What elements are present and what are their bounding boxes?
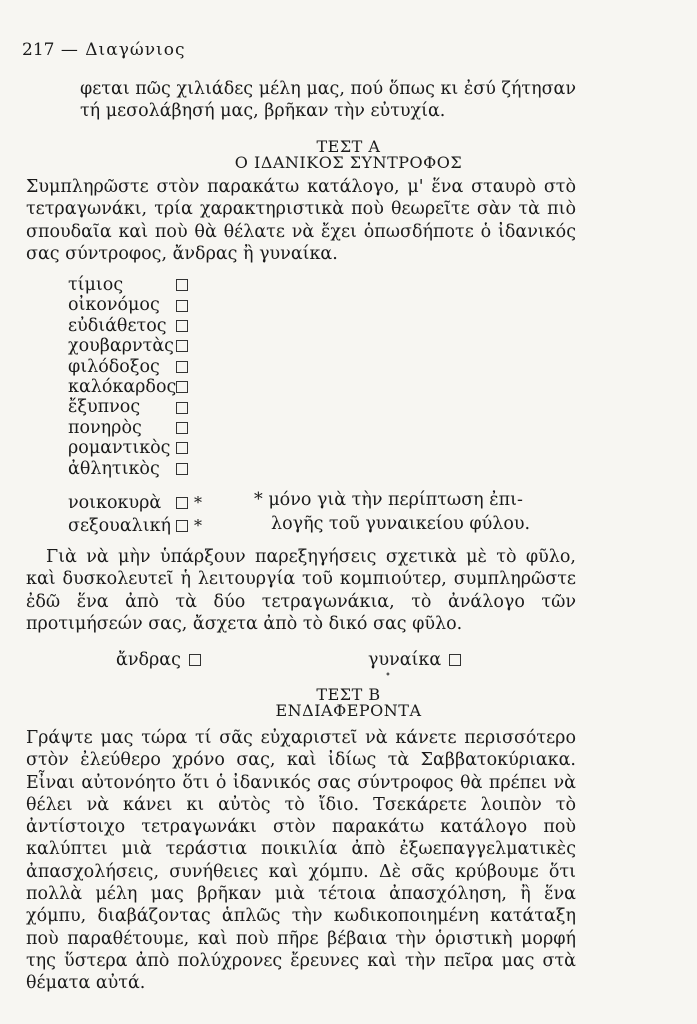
footnote-line-2: λογῆς τοῦ γυναικείου φύλου. <box>271 514 531 534</box>
trait-checkbox[interactable] <box>176 497 188 509</box>
trait-checkbox[interactable] <box>176 463 188 475</box>
trait-row <box>68 516 202 536</box>
stray-mark: • <box>385 670 391 681</box>
trait-row <box>68 357 188 377</box>
trait-checkbox[interactable] <box>176 402 188 414</box>
test-a-heading: ΤΕΣΤ Α <box>316 137 381 156</box>
gender-woman-label: γυναίκα <box>368 650 442 670</box>
gender-option-woman <box>368 650 461 670</box>
trait-checkbox[interactable] <box>176 300 188 312</box>
trait-checkbox[interactable] <box>176 361 188 373</box>
trait-checkbox[interactable] <box>176 520 188 532</box>
trait-label: φιλόδοξος <box>68 356 160 377</box>
page-number: 217 <box>22 40 55 60</box>
trait-row <box>68 438 188 458</box>
gender-man-checkbox[interactable] <box>189 654 201 666</box>
trait-checkbox[interactable] <box>176 381 188 393</box>
trait-label: ἔξυπνος <box>68 397 141 418</box>
header-separator: — <box>60 40 79 60</box>
trait-row <box>68 336 188 356</box>
trait-row <box>68 397 188 417</box>
trait-label: πονηρὸς <box>68 417 142 438</box>
asterisk-mark: * <box>194 516 202 535</box>
trait-label: νοικοκυρὰ <box>68 493 162 513</box>
gender-option-man <box>116 650 201 670</box>
intro-paragraph: φεται πῶς χιλιάδες μέλη μας, πού ὅπως κι ἐσύ ζήτησαν τή μεσολάβησή μας, βρῆκαν τὴν εὐτυχία. <box>80 79 576 122</box>
traits-list <box>68 275 188 479</box>
trait-checkbox[interactable] <box>176 422 188 434</box>
trait-label: εὐδιάθετος <box>68 315 167 336</box>
test-b-body: Γράψτε μας τώρα τί σᾶς εὐχαριστεῖ νὰ κάνετε περισσότερο στὸν ἐλεύθερο χρόνο σας, καὶ ἰδίως τὰ Σαββατοκύριακα. Εἶναι αὐτονόητο ὅτι ὁ ἰδανικός σας σύντροφος θὰ πρέπει νὰ θέλει νὰ κάνει κι αὐτὸς τὸ ἴδιο. Τσεκάρετε λοιπὸν τὸ ἀντίστοιχο τετραγωνάκι στὸν παρακάτω κατάλογο ποὺ καλύπτει μιὰ τεράστια ποικιλία ἀπὸ ἐξωεπαγγελματικὲς ἀπασχολήσεις, συνήθειες καὶ χόμπυ. Δὲ σᾶς κρύβουμε ὅτι πολλὰ μέλη μας βρῆκαν μιὰ τέτοια ἀπασχόληση, ἢ ἕνα χόμπυ, διαβάζοντας ἁπλῶς τὴν κωδικοποιημένη κατάταξη ποὺ παραθέτουμε, καὶ ποὺ πῆρε βέβαια τὴν ὁριστικὴ μορφή της ὕστερα ἀπὸ πολύχρονες ἔρευνες καὶ τὴν πεῖρα μας στὰ θέματα αὐτά. <box>26 728 576 994</box>
trait-row <box>68 316 188 336</box>
trait-checkbox[interactable] <box>176 340 188 352</box>
trait-label: καλόκαρδος <box>68 376 177 397</box>
gender-woman-checkbox[interactable] <box>449 654 461 666</box>
test-a-instructions: Συμπληρῶστε στὸν παρακάτω κατάλογο, μ' ἕνα σταυρὸ στὸ τετραγωνάκι, τρία χαρακτηριστικὰ ποὺ θεωρεῖτε σὰν τὰ πιὸ σπουδαῖα καὶ ποὺ θὰ θέλατε νὰ ἔχει ὁπωσδήποτε ὁ ἰδανικός σας σύντροφος, ἄνδρας ἢ γυναίκα. <box>26 177 576 264</box>
asterisk-mark: * <box>194 493 202 512</box>
gender-instructions: Γιὰ νὰ μὴν ὑπάρξουν παρεξηγήσεις σχετικὰ μὲ τὸ φῦλο, καὶ δυσκολευτεῖ ἡ λειτουργία τοῦ κομπιούτερ, συμπληρῶστε ἐδῶ ἕνα ἀπὸ τὰ δύο τετραγωνάκια, τὸ ἀνάλογο τῶν προτιμήσεών σας, ἄσχετα ἀπὸ τὸ δικό σας φῦλο. <box>26 547 576 634</box>
magazine-title: Διαγώνιος <box>85 40 186 60</box>
page-header <box>22 40 185 60</box>
trait-row <box>68 295 188 315</box>
trait-row <box>68 418 188 438</box>
trait-label: χουβαρντὰς <box>68 336 174 357</box>
trait-row <box>68 275 188 295</box>
test-b-subheading: ΕΝΔΙΑΦΕΡΟΝΤΑ <box>275 701 422 720</box>
trait-row <box>68 377 188 397</box>
test-b-heading: ΤΕΣΤ Β <box>316 685 381 704</box>
extra-trait-homemaker <box>68 493 202 513</box>
trait-checkbox[interactable] <box>176 320 188 332</box>
trait-checkbox[interactable] <box>176 279 188 291</box>
test-a-subheading: Ο ΙΔΑΝΙΚΟΣ ΣΥΝΤΡΟΦΟΣ <box>234 153 463 172</box>
trait-label: ἀθλητικὸς <box>68 458 160 479</box>
trait-row <box>68 459 188 479</box>
trait-checkbox[interactable] <box>176 442 188 454</box>
extra-trait-sexual <box>68 516 202 536</box>
trait-label: οἰκονόμος <box>68 295 160 316</box>
footnote-line-1: * μόνο γιὰ τὴν περίπτωση ἐπι- <box>254 490 523 510</box>
trait-label: ρομαντικὸς <box>68 438 171 459</box>
trait-row <box>68 493 202 513</box>
trait-label: τίμιος <box>68 275 124 295</box>
gender-man-label: ἄνδρας <box>116 650 181 670</box>
trait-label: σεξουαλική <box>68 516 172 536</box>
